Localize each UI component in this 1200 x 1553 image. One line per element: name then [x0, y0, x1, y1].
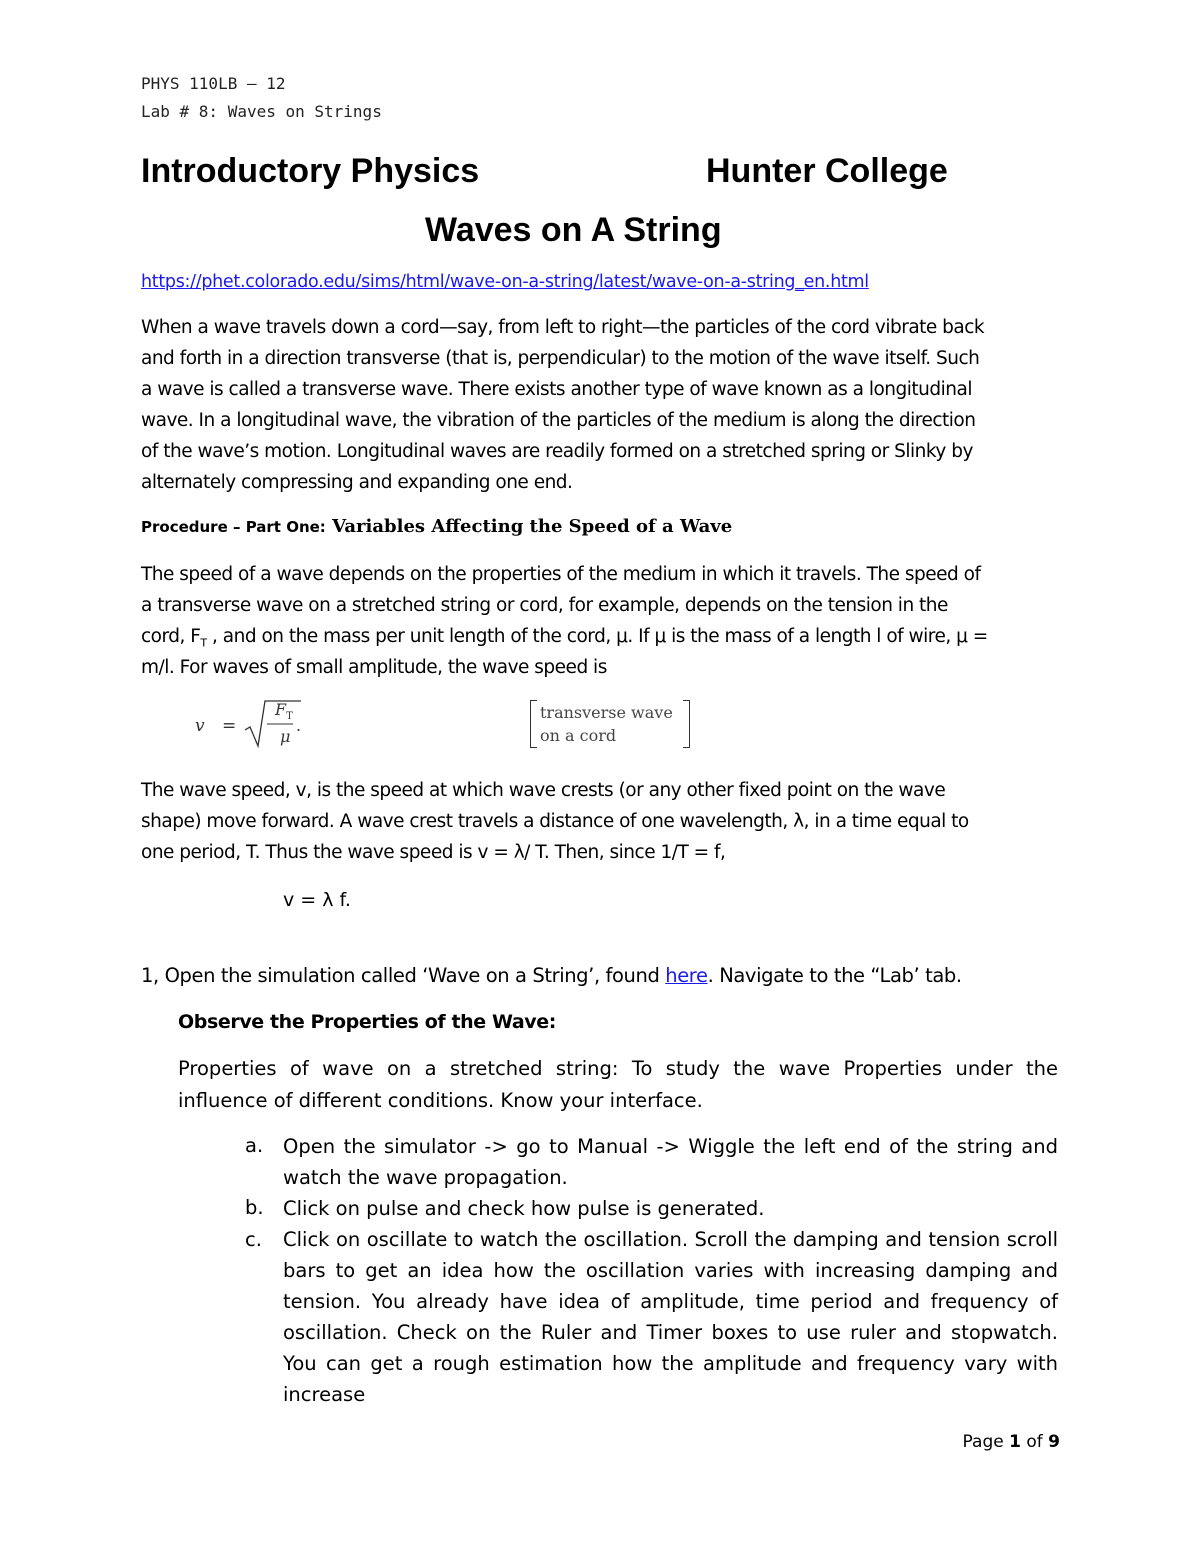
item-letter: b. — [245, 1196, 264, 1219]
speed-line-cord: cord, F — [141, 626, 201, 647]
intro-line: wave. In a longitudinal wave, the vibration of the particles of the medium is along the direction — [141, 410, 976, 431]
of-word: of — [1020, 1432, 1049, 1452]
procedure-title: Variables Affecting the Speed of a Wave — [325, 516, 733, 537]
intro-line: alternately compressing and expanding one end. — [141, 472, 573, 493]
speed-def-line: shape) move forward. A wave crest travels a distance of one wavelength, λ, in a time equal to — [141, 811, 969, 832]
speed-line: The speed of a wave depends on the properties of the medium in which it travels. The speed of — [141, 564, 981, 585]
page-title: Waves on A String — [425, 211, 722, 249]
step-1 — [141, 964, 962, 987]
left-bracket — [530, 700, 537, 748]
title-right: Hunter College — [706, 152, 948, 190]
procedure-heading — [141, 516, 732, 537]
speed-def-line: one period, T. Thus the wave speed is v = λ/ T. Then, since 1/T = f, — [141, 842, 726, 863]
sqrt-sign-icon — [243, 698, 303, 750]
lab-title: Lab # 8: Waves on Strings — [141, 102, 382, 121]
intro-line: of the wave’s motion. Longitudinal waves are readily formed on a stretched spring or Slinky by — [141, 441, 973, 462]
properties-text: Properties of wave on a stretched string: To study the wave Properties under the influence of different conditions. Know your interface. — [178, 1057, 1058, 1112]
title-left: Introductory Physics — [141, 152, 480, 190]
course-code: PHYS 110LB – 12 — [141, 74, 286, 93]
tension-subscript: T — [200, 636, 207, 650]
right-bracket — [683, 700, 690, 748]
speed-line: a transverse wave on a stretched string or cord, for example, depends on the tension in the — [141, 595, 948, 616]
page-number: 1 — [1009, 1432, 1021, 1452]
equation-numerator: $F_T$ — [275, 700, 293, 723]
page-footer — [963, 1432, 1060, 1452]
speed-def-line: The wave speed, v, is the speed at which wave crests (or any other fixed point on the wave — [141, 780, 946, 801]
procedure-label: Procedure – Part One: — [141, 518, 326, 536]
equation-period: . — [296, 716, 302, 735]
item-text: Click on oscillate to watch the oscillation. Scroll the damping and tension scroll bars to get an idea how the oscillation varies with increasing damping and tension. You already have idea of amplitude, time period and frequency of oscillation. Check on the Ruler and Timer boxes to use ruler and stopwatch. You can get a rough estimation how the amplitude and frequency vary with increase — [283, 1228, 1058, 1406]
speed-line: m/l. For waves of small amplitude, the wave speed is — [141, 657, 607, 678]
note-line-2: on a cord — [540, 726, 617, 745]
note-line-1: transverse wave — [540, 703, 673, 722]
equation-equals: = — [222, 716, 237, 736]
intro-line: a wave is called a transverse wave. There exists another type of wave known as a longitudinal — [141, 379, 972, 400]
step-1-suffix: . Navigate to the “Lab’ tab. — [707, 964, 962, 987]
here-link[interactable]: here — [665, 964, 708, 987]
page-word: Page — [962, 1432, 1010, 1452]
speed-line-rest: , and on the mass per unit length of the cord, μ. If μ is the mass of a length l of wire, μ = — [206, 626, 988, 647]
wave-speed-formula: v = λ f. — [283, 889, 351, 911]
item-text: Click on pulse and check how pulse is generated. — [283, 1197, 765, 1220]
equation-lhs: v — [195, 716, 205, 736]
item-text: Open the simulator -> go to Manual -> Wiggle the left end of the string and watch the wave propagation. — [283, 1135, 1058, 1189]
equation-denominator: μ — [280, 727, 291, 746]
speed-line — [141, 626, 988, 650]
page-total: 9 — [1048, 1432, 1060, 1452]
step-1-prefix: 1, Open the simulation called ‘Wave on a String’, found — [141, 964, 666, 987]
intro-line: and forth in a direction transverse (that is, perpendicular) to the motion of the wave itself. Such — [141, 348, 980, 369]
item-letter: a. — [245, 1134, 264, 1157]
simulation-url-link[interactable]: https://phet.colorado.edu/sims/html/wave-on-a-string/latest/wave-on-a-string_en.html — [141, 272, 869, 292]
observe-heading: Observe the Properties of the Wave: — [178, 1011, 556, 1033]
item-letter: c. — [245, 1228, 262, 1251]
intro-line: When a wave travels down a cord—say, from left to right—the particles of the cord vibrate back — [141, 317, 985, 338]
equation-note — [530, 700, 690, 748]
